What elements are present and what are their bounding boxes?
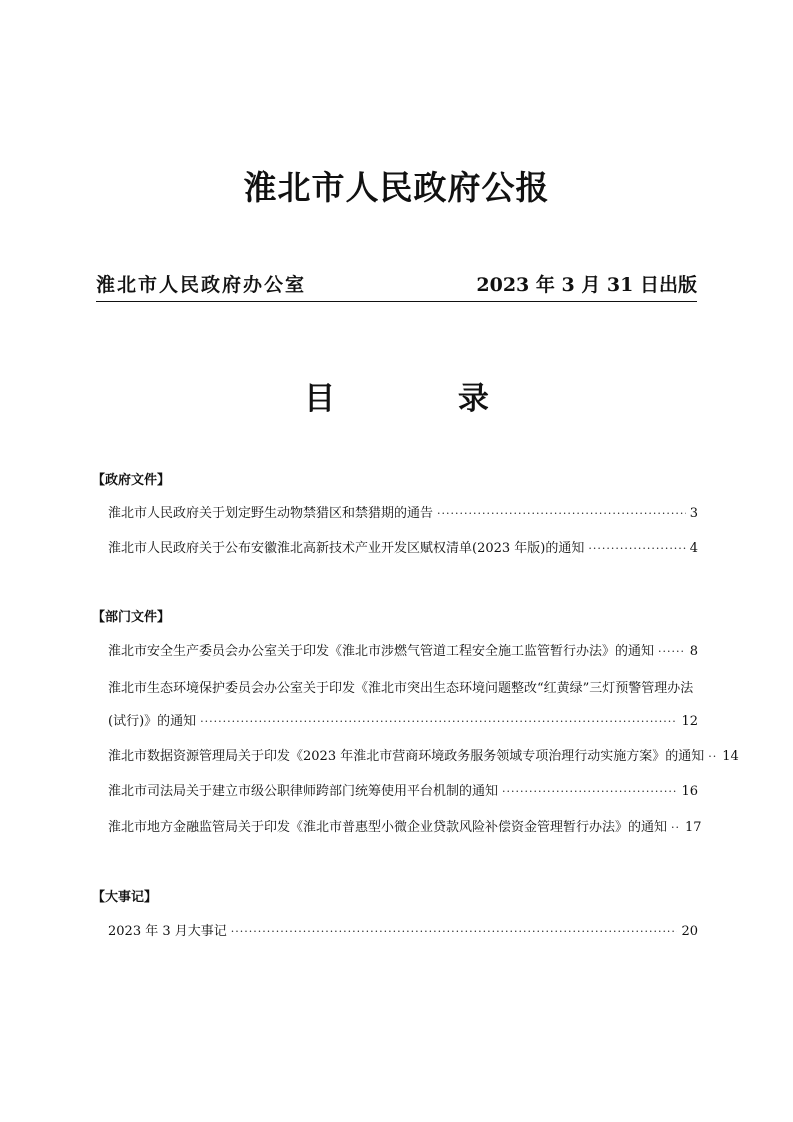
toc-entry-page: 17: [685, 820, 702, 835]
toc-entry-title: 淮北市安全生产委员会办公室关于印发《淮北市涉燃气管道工程安全施工监管暂行办法》的通知: [108, 644, 655, 659]
dot-leader: [231, 925, 678, 938]
toc-entry-title: 淮北市人民政府关于划定野生动物禁猎区和禁猎期的通告: [108, 506, 434, 521]
toc-entry-title: 淮北市地方金融监管局关于印发《淮北市普惠型小微企业贷款风险补偿资金管理暂行办法》的通知: [108, 820, 668, 835]
publisher: 淮北市人民政府办公室: [96, 274, 307, 296]
toc-entry-page: 4: [689, 541, 698, 556]
dot-leader: [671, 821, 681, 834]
toc-entry-page: 3: [689, 506, 698, 521]
toc-entry-title-line1[interactable]: 淮北市生态环境保护委员会办公室关于印发《淮北市突出生态环境问题整改“红黄绿”三灯预警管理办法: [108, 681, 694, 696]
toc-entry[interactable]: [108, 502, 698, 522]
masthead-rule: [96, 301, 697, 302]
publish-date: 2023 年 3 月 31 日出版: [476, 274, 697, 296]
toc-entry-title: 淮北市司法局关于建立市级公职律师跨部门统筹使用平台机制的通知: [108, 784, 499, 799]
toc-entry[interactable]: [108, 710, 698, 730]
toc-entry-page: 8: [689, 644, 698, 659]
toc-entry-page: 14: [722, 749, 739, 764]
dot-leader: [437, 507, 686, 520]
toc-entry-page: 16: [681, 784, 698, 799]
toc-entry-page: 20: [681, 924, 698, 939]
bulletin-title: 淮北市人民政府公报: [243, 168, 550, 207]
toc-entry-title: (试行)》的通知: [108, 714, 197, 729]
toc-entry-title: 淮北市人民政府关于公布安徽淮北高新技术产业开发区赋权清单(2023 年版)的通知: [108, 541, 585, 556]
toc-entry[interactable]: [108, 745, 739, 765]
section-label-department: 【部门文件】: [92, 610, 171, 625]
dot-leader: [708, 750, 718, 763]
toc-entry[interactable]: [108, 780, 698, 800]
toc-title: 目 录: [304, 381, 545, 417]
toc-entry-title: 淮北市数据资源管理局关于印发《2023 年淮北市营商环境政务服务领域专项治理行动实施方案》的通知: [108, 749, 705, 764]
toc-entry-title: 2023 年 3 月大事记: [108, 924, 227, 939]
toc-entry[interactable]: [108, 537, 698, 557]
dot-leader: [658, 645, 686, 658]
dot-leader: [200, 715, 677, 728]
toc-entry-page: 12: [681, 714, 698, 729]
section-label-chronicle: 【大事记】: [92, 890, 158, 905]
toc-entry[interactable]: [108, 816, 702, 836]
section-label-government: 【政府文件】: [92, 473, 171, 488]
dot-leader: [502, 785, 677, 798]
toc-entry[interactable]: [108, 920, 698, 940]
masthead: [96, 270, 697, 304]
dot-leader: [588, 542, 685, 555]
toc-entry[interactable]: [108, 640, 698, 660]
